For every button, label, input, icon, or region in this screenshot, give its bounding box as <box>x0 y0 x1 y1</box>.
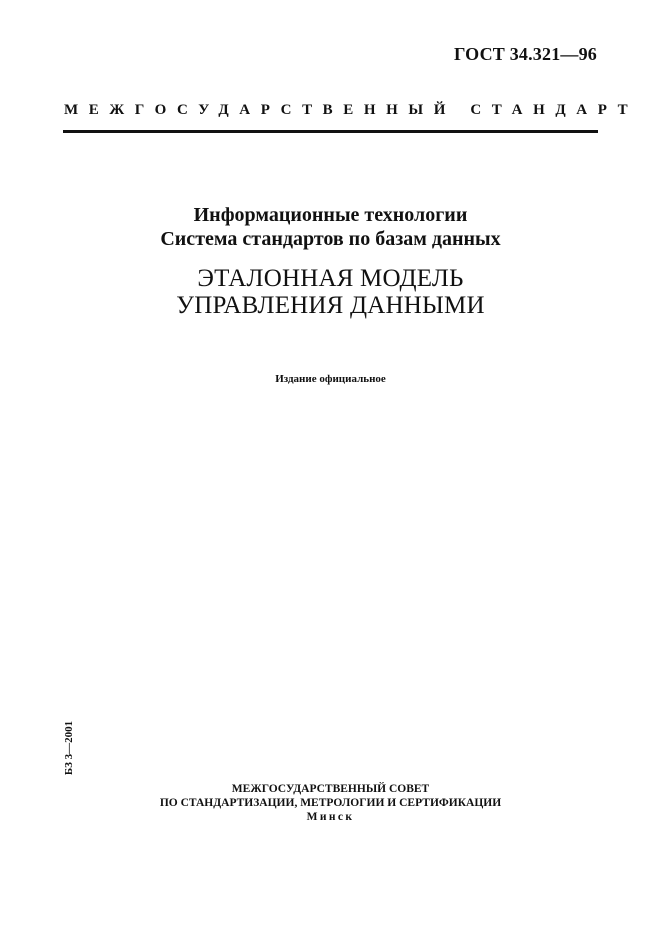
main-title <box>0 265 661 319</box>
publisher-line: ПО СТАНДАРТИЗАЦИИ, МЕТРОЛОГИИ И СЕРТИФИКАЦИИ <box>159 797 502 809</box>
edition-label: Издание официальное <box>275 373 386 385</box>
document-number: ГОСТ 34.321—96 <box>453 44 597 64</box>
main-title-line: УПРАВЛЕНИЯ ДАННЫМИ <box>176 292 485 319</box>
subtitle-line: Система стандартов по базам данных <box>160 228 501 250</box>
subtitle-line: Информационные технологии <box>193 204 468 226</box>
publisher-city: Минск <box>306 811 355 823</box>
publisher-block <box>0 782 661 824</box>
subtitle <box>0 203 661 251</box>
side-code: БЗ 3—2001 <box>63 720 75 776</box>
header-rule <box>63 130 598 133</box>
title-block <box>0 203 661 319</box>
publisher-line: МЕЖГОСУДАРСТВЕННЫЙ СОВЕТ <box>231 783 430 795</box>
main-title-line: ЭТАЛОННАЯ МОДЕЛЬ <box>197 265 464 292</box>
standard-type-header: МЕЖГОСУДАРСТВЕННЫЙ СТАНДАРТ <box>64 102 639 118</box>
